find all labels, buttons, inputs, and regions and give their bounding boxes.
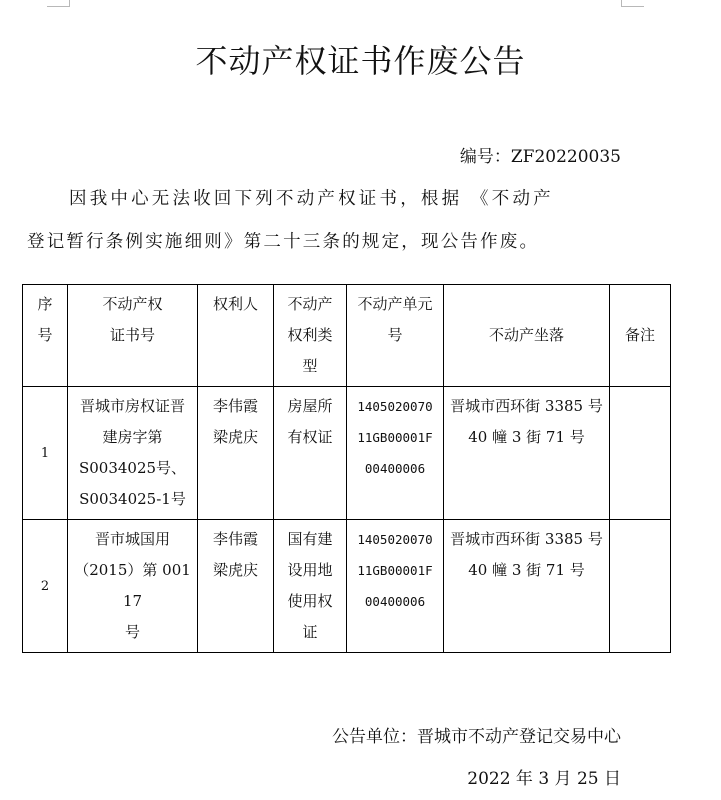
paragraph-line-1: 因我中心无法收回下列不动产权证书，根据 《不动产: [69, 189, 554, 209]
cell-unit-number: 1405020070 11GB00001F 00400006: [347, 520, 444, 653]
cell-right-type: 房屋所 有权证: [274, 387, 347, 520]
cell-owner: 李伟霞 梁虎庆: [198, 520, 274, 653]
cell-unit-number: 1405020070 11GB00001F 00400006: [347, 387, 444, 520]
document-title: 不动产权证书作废公告: [195, 42, 526, 80]
header-owner: 权利人: [198, 285, 274, 387]
cell-location: 晋城市西环街 3385 号 40 幢 3 街 71 号: [444, 520, 610, 653]
table-header-row: [23, 285, 671, 387]
header-index: 序 号: [23, 285, 68, 387]
certificate-table: [22, 284, 671, 653]
page-corner-mark-right: [621, 0, 644, 7]
header-unit-number: 不动产单元 号: [347, 285, 444, 387]
cell-remarks: [610, 520, 671, 653]
cell-certificate: 晋城市房权证晋 建房字第 S0034025号、 S0034025-1号: [68, 387, 198, 520]
issue-date: 2022 年 3 月 25 日: [467, 769, 621, 789]
cell-index: 1: [23, 387, 68, 520]
document-number: 编号：ZF20220035: [459, 147, 621, 167]
cell-owner: 李伟霞 梁虎庆: [198, 387, 274, 520]
cell-right-type: 国有建 设用地 使用权 证: [274, 520, 347, 653]
header-certificate: 不动产权 证书号: [68, 285, 198, 387]
header-right-type: 不动产 权利类 型: [274, 285, 347, 387]
announcement-paragraph: [27, 178, 637, 264]
cell-location: 晋城市西环街 3385 号 40 幢 3 街 71 号: [444, 387, 610, 520]
table-row: [23, 520, 671, 653]
issuing-unit: 公告单位：晋城市不动产登记交易中心: [332, 727, 621, 747]
table-row: [23, 387, 671, 520]
cell-certificate: 晋市城国用 （2015）第 00117 号: [68, 520, 198, 653]
page-corner-mark-left: [47, 0, 70, 7]
paragraph-line-2: 登记暂行条例实施细则》第二十三条的规定，现公告作废。: [27, 232, 540, 252]
header-location: 不动产坐落: [444, 285, 610, 387]
cell-remarks: [610, 387, 671, 520]
header-remarks: 备注: [610, 285, 671, 387]
cell-index: 2: [23, 520, 68, 653]
